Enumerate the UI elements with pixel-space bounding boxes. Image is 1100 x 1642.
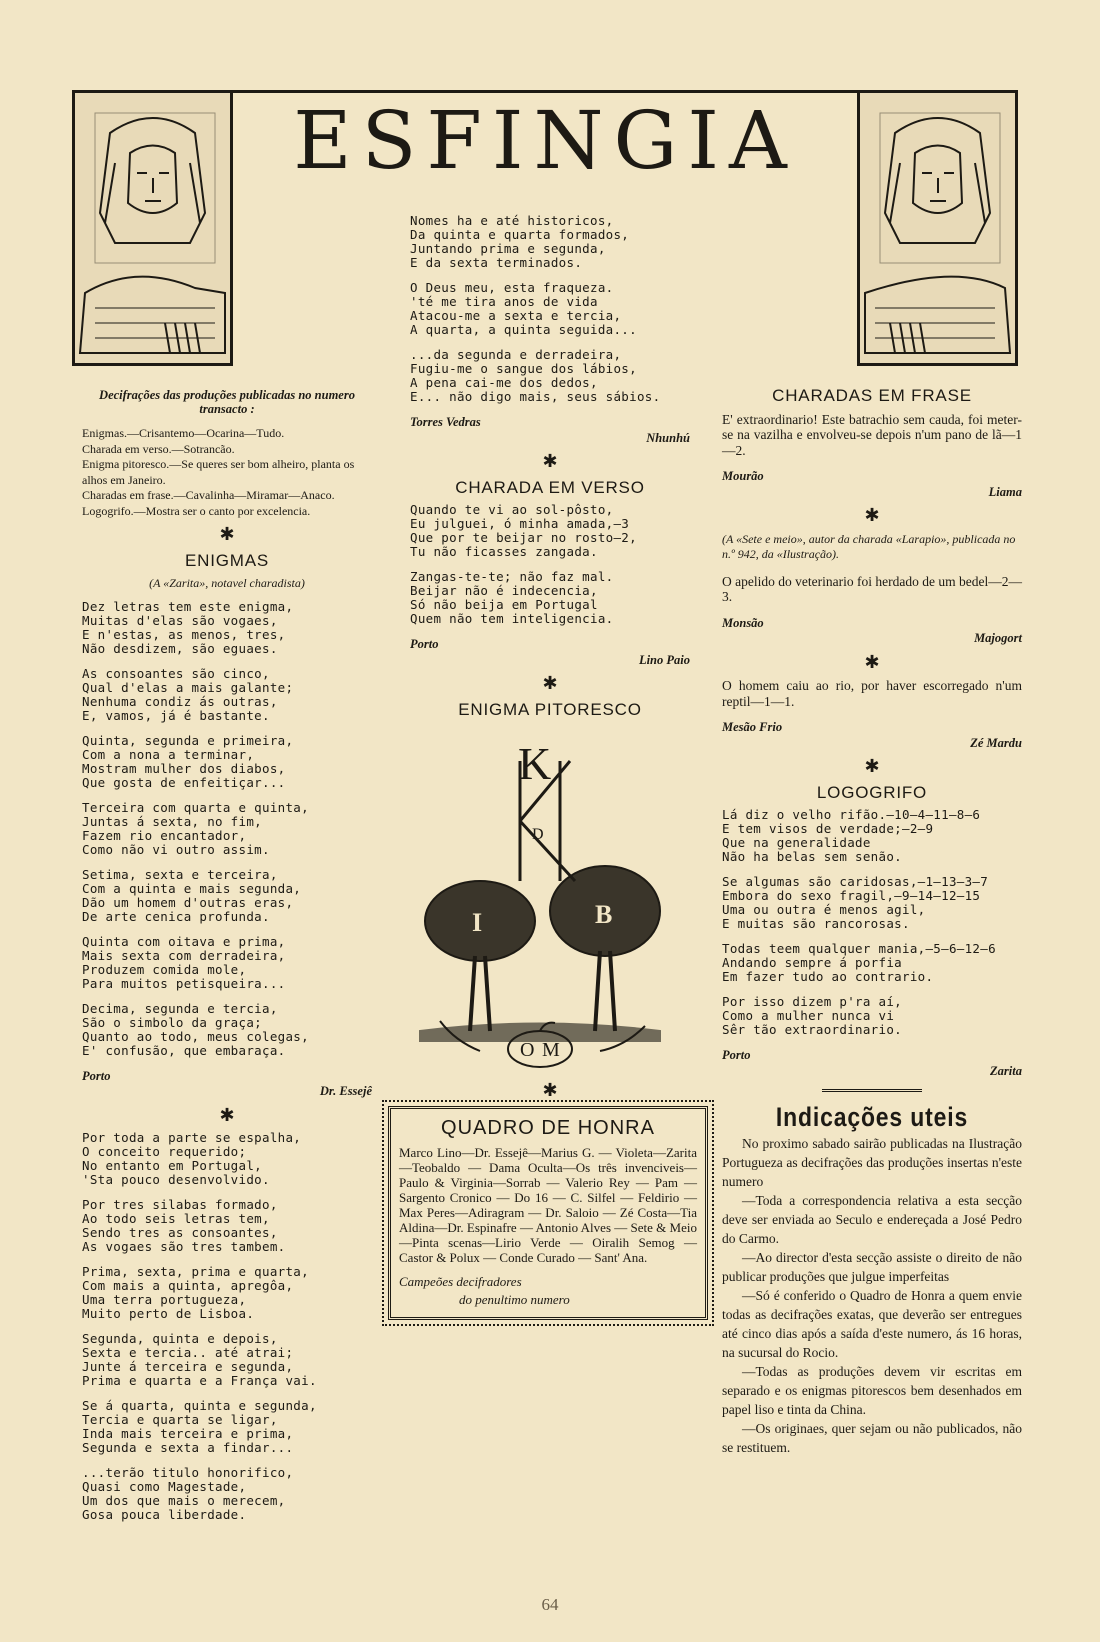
- signature-row: [722, 616, 1022, 632]
- signature-row: [410, 637, 690, 653]
- quadro-de-honra-box: [388, 1106, 708, 1320]
- enigma-stanza: Quinta com oitava e prima, Mais sexta com derradeira, Produzem comida mole, Para muitos petisqueira...: [82, 933, 286, 991]
- quadro-de-honra-title: QUADRO DE HONRA: [441, 1117, 655, 1139]
- star-divider: ✱: [864, 756, 880, 776]
- enigma-stanza: Setima, sexta e terceira, Com a quinta e mais segunda, Dão um homem d'outras eras, De arte cenica profunda.: [82, 866, 302, 924]
- divider-rule: [822, 1089, 922, 1092]
- column-left: [82, 388, 372, 1533]
- author-label: Majogort: [974, 631, 1022, 645]
- enigma-pitoresco-heading: ENIGMA PITORESCO: [458, 699, 642, 719]
- column-middle: [399, 213, 697, 1320]
- sphinx-illustration-left: [72, 90, 233, 366]
- header-title-box: [230, 93, 860, 189]
- signature-row: [722, 631, 1022, 647]
- enigma-stanza: As consoantes são cinco, Qual d'elas a mais galante; Nenhuma condiz ás outras, E, vamos, já é bastante.: [82, 665, 294, 723]
- enigma-stanza: Dez letras tem este enigma, Muitas d'elas são vogaes, E n'estas, as menos, tres, Não desdizem, são eguaes.: [82, 598, 294, 656]
- author-label: Zé Mardu: [970, 735, 1022, 750]
- page-number: 64: [541, 1595, 559, 1614]
- letter-d: D: [532, 826, 544, 843]
- logogrifo-heading: LOGOGRIFO: [816, 782, 928, 802]
- enigma-stanza: Segunda, quinta e depois, Sexta e tercia.. até atrai; Junte á terceira e segunda, Prima e quarta e a França vai.: [82, 1331, 317, 1388]
- enigma-stanza: Por tres silabas formado, Ao todo seis letras tem, Sendo tres as consoantes, As vogaes são tres tambem.: [82, 1197, 286, 1254]
- author-label: Zarita: [990, 1063, 1022, 1078]
- place-label: Porto: [410, 637, 439, 651]
- indicacao-paragraph: —Toda a correspondencia relativa a esta secção deve ser enviada ao Seculo e endereçada a José Pedro do Carmo.: [722, 1192, 1022, 1246]
- column-right: [722, 388, 1022, 1457]
- honra-footer-line: do penultimo numero: [459, 1291, 570, 1307]
- decifracao-line: Enigma pitoresco.—Se queres ser bom alheiro, planta os alhos em Janeiro.: [82, 457, 355, 487]
- star-divider: ✱: [542, 1079, 558, 1100]
- place-label: Monsão: [722, 615, 764, 630]
- enigma-stanza: ...terão titulo honorifico, Quasi como Magestade, Um dos que mais o merecem, Gosa pouca liberdade.: [82, 1465, 294, 1522]
- star-divider: ✱: [864, 505, 880, 525]
- sphinx-right-icon: [860, 93, 1015, 363]
- sphinx-illustration-right: [857, 90, 1018, 366]
- signature-row: [722, 1048, 1022, 1064]
- signature-row: [410, 653, 690, 669]
- signature-row: [722, 469, 1022, 485]
- charada-frase-text: E' extraordinario! Este batrachio sem cauda, foi meter-se na vazilha e envolveu-se depois n'um pano de lã—1—2.: [722, 411, 1022, 458]
- star-divider: ✱: [219, 1104, 235, 1125]
- decifracao-line: Charadas em frase.—Cavalinha—Miramar—Anaco.: [82, 488, 335, 502]
- charada-dedication: (A «Sete e meio», autor da charada «Larapio», publicada no n.º 942, da «Ilustração).: [722, 531, 1016, 561]
- enigmas-dedication: (A «Zarita», notavel charadista): [149, 576, 305, 590]
- indicacao-paragraph: No proximo sabado sairão publicadas na Ilustração Portugueza as decifrações das produções insertas n'este numero: [722, 1135, 1022, 1189]
- star-divider: ✱: [864, 651, 880, 672]
- indicacao-paragraph: —Todas as produções devem vir escritas em separado e os enigmas pitorescos bem desenhados em papel liso e tinta da China.: [722, 1363, 1022, 1417]
- enigma-stanza: Decima, segunda e tercia, São o simbolo da graça; Quanto ao todo, meus colegas, E' confusão, que embaraça.: [82, 1000, 309, 1058]
- letter-k: K: [518, 738, 552, 789]
- logogrifo-stanza: Por isso dizem p'ra aí, Como a mulher nunca vi Sêr tão extraordinario.: [722, 994, 902, 1037]
- enigma-pitoresco-picture: [410, 731, 670, 1071]
- place-label: Mesão Frio: [722, 720, 783, 734]
- enigma-stanza: Por toda a parte se espalha, O conceito requerido; No entanto em Portugal, 'Sta pouco desenvolvido.: [82, 1130, 302, 1187]
- signature-row: [722, 720, 1022, 736]
- quadro-de-honra-names: Marco Lino—Dr. Essejê—Marius G. — Violeta—Zarita—Teobaldo — Dama Oculta—Os três invenciveis—Paulo & Virginia—Sorrab — Valerio Rey — Pam — Sargento Cronico — Do 16 — C. Silfel — Feldirio — Max Peres—Adiragram — Dr. Saloio — Zé Costa—Tia Aldina—Dr. Espinafre — Antonio Alves — Sete & Meio—Pinta scenas—Lirio Verde — Oiralih Semog — Castor & Polux — Conde Curado — Sant' Ana.: [399, 1144, 697, 1265]
- logogrifo-stanza: Todas teem qualquer mania,—5—6—12—6 Andando sempre á porfia Em fazer tudo ao contrario.: [722, 941, 996, 984]
- star-divider: ✱: [219, 524, 235, 544]
- indicacao-paragraph: —Só é conferido o Quadro de Honra a quem envie todas as decifrações exatas, que deverão ser entregues até cinco dias após a saída d'este numero, ás 16 horas, na sucursal do Rocio.: [722, 1287, 1022, 1360]
- enigma-stanza: Prima, sexta, prima e quarta, Com mais a quinta, apregôa, Uma terra portugueza, Muito perto de Lisboa.: [82, 1264, 309, 1321]
- decifracao-line: Enigmas.—Crisantemo—Ocarina—Tudo.: [82, 426, 285, 440]
- charadas-frase-heading: CHARADAS EM FRASE: [772, 386, 972, 405]
- letter-i: I: [472, 908, 483, 937]
- charada-stanza: Quando te vi ao sol-pôsto, Eu julguei, ó minha amada,—3 Que por te beijar no rosto—2, Tu não ficasses zangada.: [410, 502, 637, 559]
- place-label: Torres Vedras: [410, 415, 481, 429]
- enigma-stanza: Terceira com quarta e quinta, Juntas á sexta, no fim, Fazem rio encantador, Como não vi outro assim.: [82, 799, 309, 857]
- decifracao-line: Logogrifo.—Mostra ser o canto por excelencia.: [82, 503, 311, 518]
- section-title: ESFINGIA: [293, 94, 797, 187]
- enigma-stanza: Nomes ha e até historicos, Da quinta e quarta formados, Juntando prima e segunda, E da sexta terminados.: [410, 213, 630, 270]
- enigma-stanza: Quinta, segunda e primeira, Com a nona a terminar, Mostram mulher dos diabos, Que gosta de enfeitiçar...: [82, 732, 294, 790]
- letter-m: M: [542, 1039, 560, 1061]
- star-divider: ✱: [542, 673, 558, 693]
- enigmas-heading: ENIGMAS: [184, 550, 269, 570]
- author-label: Dr. Essejê: [319, 1084, 372, 1098]
- author-label: Nhunhú: [646, 430, 690, 445]
- enigma-stanza: Se á quarta, quinta e segunda, Tercia e quarta se ligar, Inda mais terceira e prima, Segunda e sexta a findar...: [82, 1398, 317, 1455]
- charada-frase-text: O homem caiu ao rio, por haver escorregado n'um reptil—1—1.: [722, 678, 1022, 709]
- signature-row: [410, 415, 690, 431]
- charada-verso-heading: CHARADA EM VERSO: [455, 477, 645, 497]
- signature-row: [82, 1084, 372, 1100]
- logogrifo-stanza: Se algumas são caridosas,—1—13—3—7 Embora do sexo fragil,—9—14—12—15 Uma ou outra é menos agil, E muitas são rancorosas.: [722, 874, 989, 931]
- place-label: Porto: [722, 1048, 751, 1062]
- quadro-de-honra-footer: [399, 1273, 697, 1309]
- indicacao-paragraph: —Ao director d'esta secção assiste o direito de não publicar produções que julgue imperfeitas: [722, 1249, 1022, 1284]
- indicacoes-heading: Indicações uteis: [775, 1102, 969, 1132]
- place-label: Porto: [82, 1068, 111, 1083]
- indicacao-paragraph: —Os originaes, quer sejam ou não publicados, não se restituem.: [722, 1420, 1022, 1455]
- author-label: Lino Paio: [638, 652, 690, 667]
- enigma-stanza: O Deus meu, esta fraqueza. 'té me tira anos de vida Atacou-me a sexta e tercia, A quarta, a quinta seguida...: [410, 280, 637, 337]
- signature-row: [722, 485, 1022, 501]
- star-divider: ✱: [542, 451, 558, 471]
- charada-stanza: Zangas-te-te; não faz mal. Beijar não é indecencia, Só não beija em Portugal Quem não tem inteligencia.: [410, 569, 614, 626]
- letter-b: B: [595, 900, 613, 929]
- signature-row: [82, 1069, 372, 1085]
- sphinx-left-icon: [75, 93, 230, 363]
- charada-frase-text: O apelido do veterinario foi herdado de um bedel—2—3.: [722, 573, 1022, 604]
- signature-row: [722, 1064, 1022, 1080]
- decifracoes-heading: Decifrações das produções publicadas no numero transacto :: [99, 388, 355, 416]
- letter-o: O: [520, 1039, 535, 1061]
- decifracao-line: Charada em verso.—Sotrancão.: [82, 441, 235, 456]
- signature-row: [722, 736, 1022, 752]
- enigma-stanza: ...da segunda e derradeira, Fugiu-me o sangue dos lábios, A pena cai-me dos dedos, E... não digo mais, seus sábios.: [410, 347, 661, 404]
- logogrifo-stanza: Lá diz o velho rifão.—10—4—11—8—6 E tem visos de verdade;—2—9 Que na generalidade Não ha belas sem senão.: [722, 807, 981, 864]
- place-label: Mourão: [722, 469, 764, 483]
- signature-row: [410, 431, 690, 447]
- honra-footer-line: Campeões decifradores: [399, 1273, 522, 1289]
- author-label: Liama: [988, 484, 1022, 499]
